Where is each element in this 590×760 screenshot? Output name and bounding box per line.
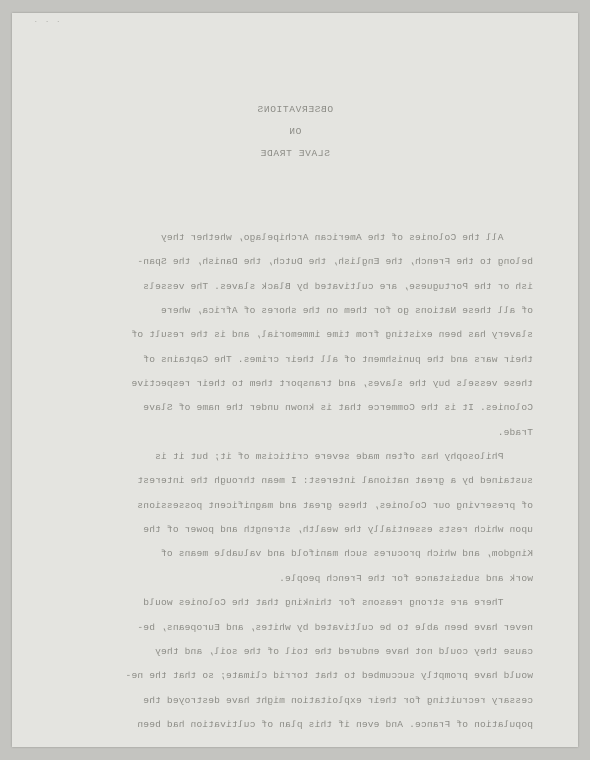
text-line: belong to the French, the English, the Dutch, the Danish, the Span- — [137, 256, 533, 268]
text-line: All the Colonies of the American Archipelago, whether they — [160, 232, 533, 243]
text-line: work and subsistance for the French people. — [278, 572, 533, 584]
text-line: would have promptly succumbed to that torrid climate; so that the ne- — [125, 670, 533, 682]
text-line: of all these Nations go for them on the shores of Africa, where — [160, 305, 533, 317]
text-line: of preserving our Colonies, these great and magnificent possessions — [137, 499, 533, 511]
text-line: Philosophy has often made severe criticism of it; but it is — [154, 451, 533, 463]
title-block — [12, 99, 578, 165]
text-line: upon which rests essentially the wealth, strength and power of the — [143, 524, 533, 536]
corner-marks: . . . — [32, 17, 61, 24]
text-line: sustained by a great national interest: I mean through the interest — [137, 475, 533, 487]
text-line: cessary recruiting for their exploitation might have destroyed the — [143, 694, 533, 706]
text-line: these vessels buy the slaves, and transport them to their respective — [131, 378, 533, 390]
body-text — [65, 226, 533, 737]
document-page — [12, 13, 578, 747]
text-line: slavery has been existing from time immemorial, and is the result of — [131, 329, 533, 341]
text-line: never have been able to be cultivated by whites, and Europeans, be- — [137, 621, 533, 633]
text-line: population of France. And even if this plan of cultivation had been — [137, 718, 533, 730]
text-line: Trade. — [497, 426, 533, 438]
text-line: Kingdom, and which procures such manifold and valuable means of — [160, 548, 533, 560]
text-line: There are strong reasons for thinking that the Colonies would — [143, 597, 533, 609]
text-line: cause they could not have endured the toil of the soil, and they — [154, 645, 533, 657]
document-subtitle: SLAVE TRADE — [260, 148, 330, 159]
mirrored-typescript — [12, 13, 578, 747]
document-title: OBSERVATIONS — [256, 104, 334, 115]
text-line: their wars and the punishment of all their crimes. The Captains of — [143, 353, 533, 365]
text-line: Colonies. It is the Commerce that is known under the name of Slave — [143, 402, 533, 414]
text-line: ish or the Portuguese, are cultivated by Black slaves. The vessels — [143, 280, 533, 292]
document-title-on: ON — [288, 126, 302, 137]
